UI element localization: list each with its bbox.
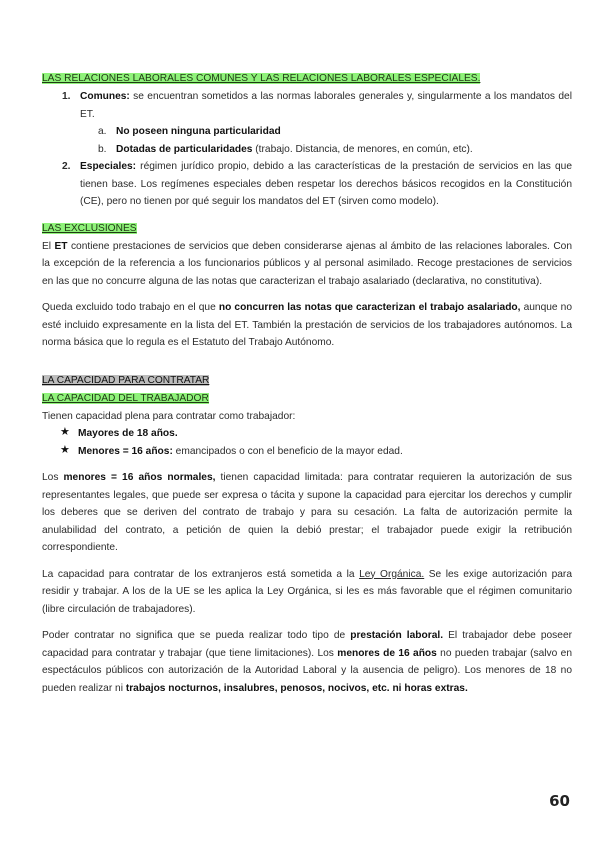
capacidad-list [42, 425, 572, 460]
list-item-comunes: 1. Comunes: se encuentran sometidos a las normas laborales generales y, singularmente a los mandatos del ET. a. No poseen ninguna particularidad b. Dotadas de particularidades (trabajo. Distancia, de menores, en común, etc). [42, 88, 572, 158]
comunes-sublist [80, 123, 572, 158]
exclusiones-paragraph-2: Queda excluido todo trabajo en el que no concurren las notas que caracterizan el trabajo asalariado, aunque no esté incluido expresamente en la lista del ET. También la prestación de servicios de los trabajadores autónomos. La norma básica que lo regula es el Estatuto del Trabajo Autónomo. [42, 302, 572, 348]
list-item-especiales: 2. Especiales: régimen jurídico propio, debido a las características de la prestación de servicios en las que tienen base. Los regímenes especiales deben respetar los derechos básicos recogidos en la Constitución (CE), pero no tienen por qué seguir los mandatos del ET (sirven como modelo). [62, 161, 572, 207]
sublist-item-a: a. No poseen ninguna particularidad [98, 126, 281, 137]
section-relaciones-heading: LAS RELACIONES LABORALES COMUNES Y LAS RELACIONES LABORALES ESPECIALES. [42, 73, 481, 84]
document-page [42, 70, 572, 697]
star-bullet-icon: ★ [60, 426, 70, 438]
section-exclusiones-heading: LAS EXCLUSIONES [42, 222, 137, 234]
extranjeros-paragraph: La capacidad para contratar de los extranjeros está sometida a la Ley Orgánica. Se les exige autorización para residir y trabajar. A los de la UE se les aplica la Ley Orgánica, si les es más favorable que el régimen comunitario (libre circulación de trabajadores). [42, 568, 572, 615]
sublist-item-b: b. Dotadas de particularidades (trabajo. Distancia, de menores, en común, etc). [98, 143, 473, 155]
capacidad-intro: Tienen capacidad plena para contratar como trabajador: [42, 410, 296, 422]
list-item-mayores: ★ Mayores de 18 años. [42, 425, 572, 443]
exclusiones-paragraph-1: El ET contiene prestaciones de servicios que deben considerarse ajenas al ámbito de las relaciones laborales. Con la excepción de la referencia a los funcionarios públicos y al personal asimilado. Recoge prestaciones de servicios en las que no concurre alguna de las notas que caracterizan el trabajo asalariado (declarativa, no constitutiva). [42, 240, 573, 287]
list-item-menores: ★ Menores = 16 años: emancipados o con el beneficio de la mayor edad. [42, 443, 572, 461]
section-capacidad-heading: LA CAPACIDAD PARA CONTRATAR [42, 374, 210, 386]
page-number: 60 [549, 792, 570, 810]
relaciones-list [42, 88, 572, 211]
prestacion-paragraph: Poder contratar no significa que se pueda realizar todo tipo de prestación laboral. El trabajador debe poseer capacidad para contratar y trabajar (que tiene limitaciones). Los menores de 16 años no pueden trabajar (salvo en espectáculos públicos con autorización de la Autoridad Laboral y la ausencia de peligro). Los menores de 18 no pueden realizar ni trabajos nocturnos, insalubres, penosos, nocivos, etc. ni horas extras. [42, 630, 572, 694]
menores-paragraph: Los menores = 16 años normales, tienen capacidad limitada: para contratar requieren la autorización de sus representantes legales, que puede ser expresa o tácita y supone la capacidad para ejercitar los derechos y cumplir los deberes que se deriven del contrato de trabajo y para su cesación. La falta de autorización permite la anulabilidad del contrato, a petición de quien la debió prestar; el trabajador puede exigir la retribución correspondiente. [42, 472, 572, 553]
star-bullet-icon: ★ [60, 443, 70, 456]
section-capacidad-trabajador-heading: LA CAPACIDAD DEL TRABAJADOR [42, 392, 209, 404]
ley-organica-link[interactable]: Ley Orgánica. [359, 568, 425, 580]
